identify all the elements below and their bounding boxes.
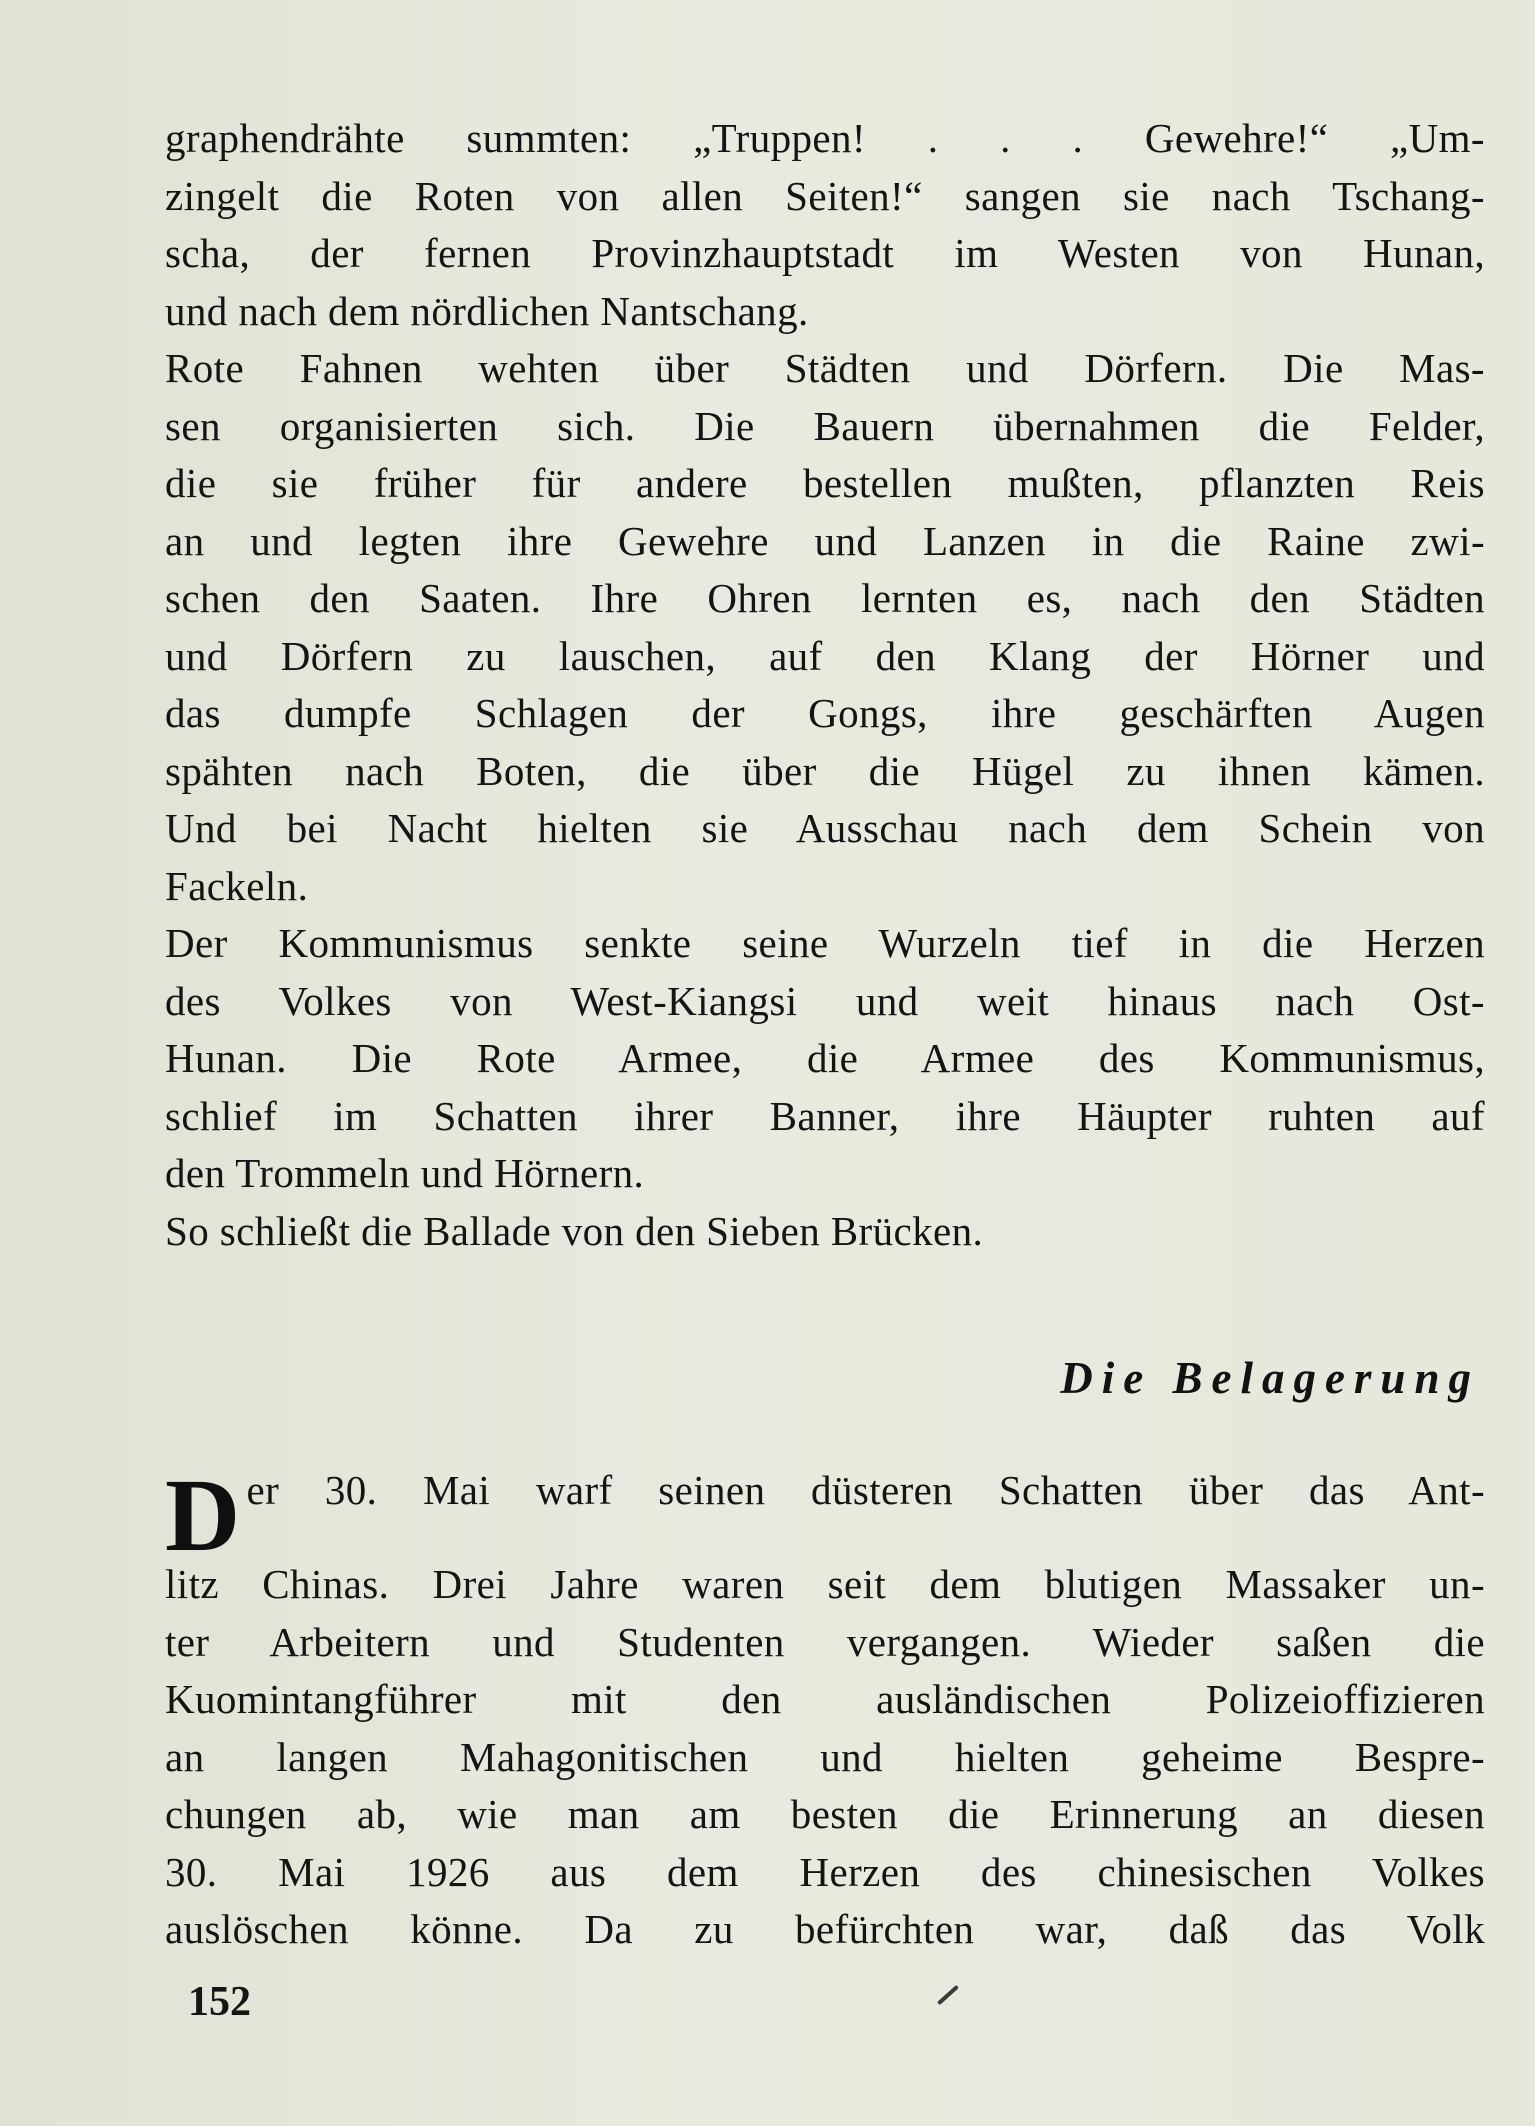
text-line: an langen Mahagonitischen und hielten geheime Bespre- — [165, 1733, 1485, 1780]
page-number: 152 — [188, 1979, 251, 2025]
text-line: So schließt die Ballade von den Sieben Brücken. — [165, 1207, 984, 1254]
drop-cap: D — [165, 1458, 241, 1573]
text-line: auslöschen könne. Da zu befürchten war, daß das Volk — [165, 1906, 1485, 1952]
body-text-top — [165, 110, 1485, 1260]
text-line: Der Kommunismus senkte seine Wurzeln tief in die Herzen — [165, 920, 1485, 966]
text-line: das dumpfe Schlagen der Gongs, ihre geschärften Augen — [165, 690, 1485, 736]
text-line: sen organisierten sich. Die Bauern übernahmen die Felder, — [165, 402, 1485, 449]
text-line: spähten nach Boten, die über die Hügel zu ihnen kämen. — [165, 747, 1485, 794]
text-line: ter Arbeitern und Studenten vergangen. Wieder saßen die — [165, 1618, 1485, 1665]
text-line: des Volkes von West-Kiangsi und weit hinaus nach Ost- — [165, 977, 1485, 1024]
section-heading: Die Belagerung — [1060, 1353, 1480, 1403]
text-line: und nach dem nördlichen Nantschang. — [165, 287, 809, 334]
text-line: 30. Mai 1926 aus dem Herzen des chinesischen Volkes — [165, 1848, 1485, 1895]
text-line: zingelt die Roten von allen Seiten!“ sangen sie nach Tschang- — [165, 172, 1485, 219]
text-line: schlief im Schatten ihrer Banner, ihre Häupter ruhten auf — [165, 1092, 1485, 1139]
text-line: er 30. Mai warf seinen düsteren Schatten über das Ant- — [246, 1467, 1485, 1513]
text-line: an und legten ihre Gewehre und Lanzen in die Raine zwi- — [165, 517, 1485, 564]
text-line: den Trommeln und Hörnern. — [165, 1150, 645, 1196]
ink-speck — [937, 1985, 959, 2005]
text-line: graphendrähte summten: „Truppen! . . . Gewehre!“ „Um- — [165, 115, 1485, 161]
text-line: Hunan. Die Rote Armee, die Armee des Kommunismus, — [165, 1035, 1485, 1081]
text-line: Und bei Nacht hielten sie Ausschau nach dem Schein von — [165, 805, 1485, 851]
text-line: Fackeln. — [165, 862, 309, 909]
text-line: litz Chinas. Drei Jahre waren seit dem blutigen Massaker un- — [165, 1561, 1485, 1607]
text-line: scha, der fernen Provinzhauptstadt im Westen von Hunan, — [165, 230, 1485, 276]
text-line: Kuomintangführer mit den ausländischen Polizeioffizieren — [165, 1676, 1485, 1722]
body-text-section — [165, 1458, 1485, 1959]
text-line: und Dörfern zu lauschen, auf den Klang der Hörner und — [165, 632, 1485, 679]
text-line: schen den Saaten. Ihre Ohren lernten es, nach den Städten — [165, 575, 1485, 621]
text-line: chungen ab, wie man am besten die Erinnerung an diesen — [165, 1791, 1485, 1837]
text-line: die sie früher für andere bestellen mußten, pflanzten Reis — [165, 460, 1485, 506]
text-line: Rote Fahnen wehten über Städten und Dörfern. Die Mas- — [165, 345, 1485, 391]
